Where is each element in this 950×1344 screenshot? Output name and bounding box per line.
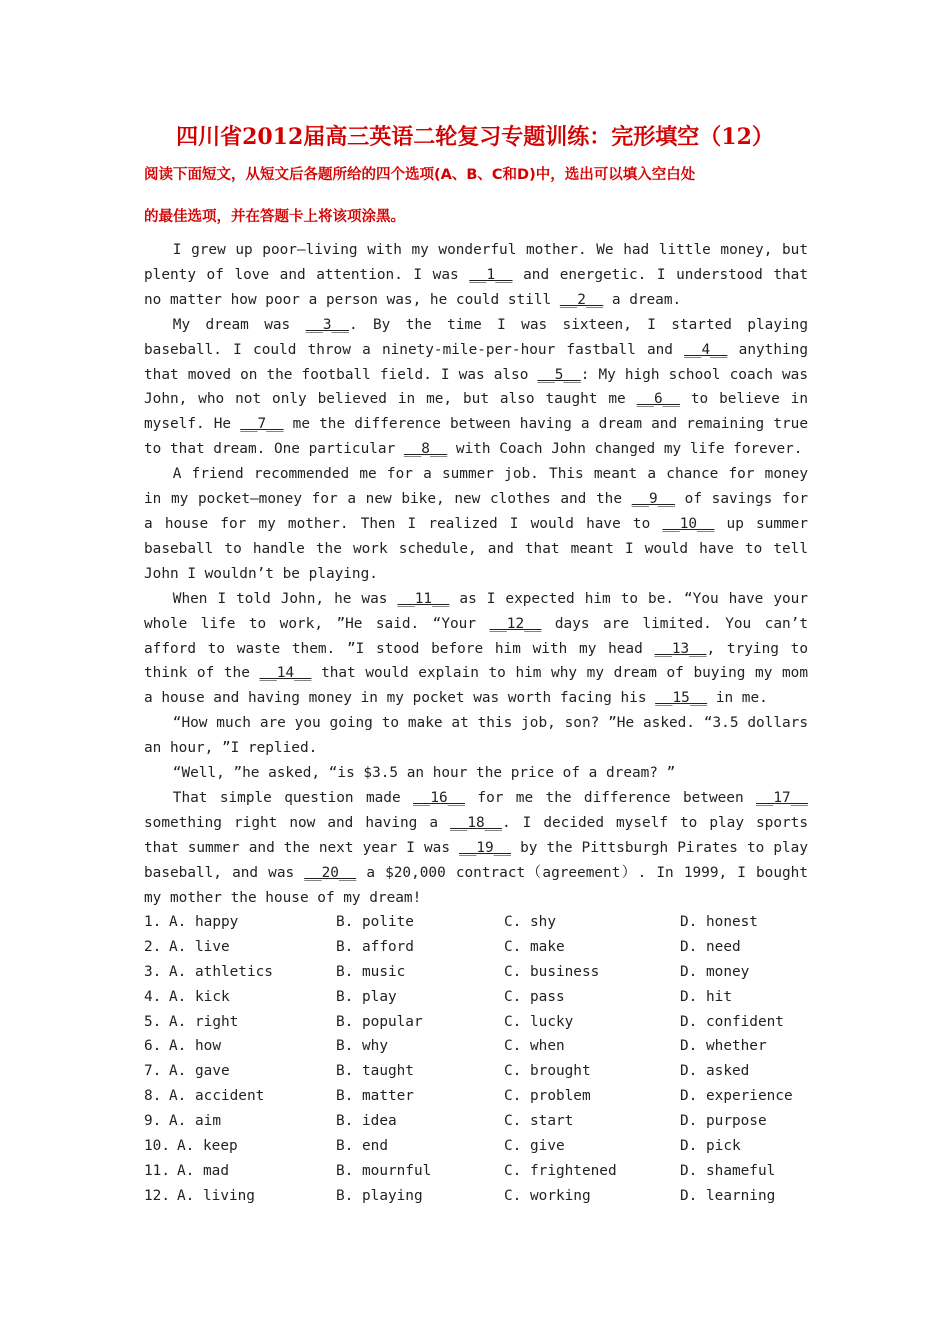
option-row (144, 1059, 808, 1084)
option-b: B. afford (336, 938, 414, 955)
option-a: A. accident (169, 1088, 265, 1105)
option-row (144, 910, 808, 935)
option-c: C. give (504, 1138, 565, 1155)
blank-15: __15__ (655, 690, 708, 707)
option-a: A. kick (169, 988, 230, 1005)
option-d: D. experience (680, 1088, 793, 1105)
option-b: B. matter (336, 1088, 414, 1105)
option-b: B. end (336, 1138, 388, 1155)
option-b: B. idea (336, 1113, 397, 1130)
option-b: B. why (336, 1038, 388, 1055)
option-d: D. money (680, 963, 750, 980)
option-number: 10. (144, 1138, 170, 1155)
option-c: C. business (504, 963, 600, 980)
blank-3: __3__ (305, 316, 349, 333)
blank-8: __8__ (403, 441, 448, 458)
instruction-line-2: 的最佳选项，并在答题卡上将该项涂黑。 (144, 209, 405, 225)
blank-11: __11__ (397, 590, 450, 607)
page-title: 四川省2012届高三英语二轮复习专题训练：完形填空（12） (176, 124, 774, 150)
option-c: C. start (504, 1113, 574, 1130)
option-b: B. polite (336, 914, 414, 930)
option-c: C. shy (504, 914, 556, 930)
option-d: D. need (680, 938, 741, 955)
option-d: D. learning (680, 1187, 776, 1204)
options-list (144, 910, 808, 1209)
option-number: 12. (144, 1187, 170, 1204)
option-number: 9. (144, 1113, 162, 1130)
option-c: C. pass (504, 988, 565, 1005)
option-row (144, 1184, 808, 1209)
option-number: 5. (144, 1013, 162, 1030)
option-number: 11. (144, 1162, 170, 1179)
option-b: B. playing (336, 1187, 423, 1204)
option-d: D. confident (680, 1013, 784, 1030)
option-b: B. popular (336, 1013, 423, 1030)
option-c: C. working (504, 1187, 591, 1204)
paragraph-5: “How much are you going to make at this job, son? ”He asked. “3.5 dollars an hour, ”I replied. (144, 715, 808, 757)
option-c: C. frightened (504, 1162, 617, 1179)
option-d: D. hit (680, 988, 732, 1005)
option-b: B. mournful (336, 1162, 432, 1179)
blank-18: __18__ (450, 814, 502, 831)
option-c: C. make (504, 938, 565, 955)
blank-4: __4__ (684, 341, 728, 358)
cloze-passage (144, 238, 808, 910)
paragraph-1: I grew up poor—living with my wonderful mother. We had little money, but plenty of love and attention. I was __1__ and energetic. I understood that no matter how poor a person was, he could still __2__ a dream. (144, 242, 808, 308)
option-number: 7. (144, 1063, 162, 1080)
blank-7: __7__ (240, 416, 284, 433)
option-a: A. happy (169, 914, 239, 930)
option-row (144, 1034, 808, 1059)
option-row (144, 985, 808, 1010)
option-b: B. play (336, 988, 397, 1005)
instruction-line-1: 阅读下面短文，从短文后各题所给的四个选项(A、B、C和D)中，选出可以填入空白处 (144, 167, 696, 183)
option-c: C. lucky (504, 1013, 574, 1030)
paragraph-3: A friend recommended me for a summer job. This meant a chance for money in my pocket—money for a new bike, new clothes and the __9__ of savings for a house for my mother. Then I realized I would have to __10__ up summer baseball to handle the work schedule, and that meant I would have to tell John I wouldn’t be playing. (144, 466, 809, 582)
option-a: A. live (169, 938, 230, 955)
option-number: 3. (144, 963, 162, 980)
option-row (144, 1084, 808, 1109)
option-c: C. problem (504, 1088, 591, 1105)
option-number: 8. (144, 1088, 162, 1105)
blank-13: __13__ (654, 640, 707, 657)
option-d: D. pick (680, 1138, 741, 1155)
option-d: D. honest (680, 914, 758, 930)
blank-10: __10__ (662, 515, 715, 532)
option-number: 1. (144, 914, 162, 930)
paragraph-2: My dream was __3__. By the time I was sixteen, I started playing baseball. I could throw a ninety-mile-per-hour fastball and __4__ anything that moved on the football field. I was also __5__: My high school coach was John, who not only believed in me, but also taught me __6__ to believe in myself. He __7__ me the difference between having a dream and remaining true to that dream. One particular __8__ with Coach John changed my life forever. (144, 316, 809, 458)
option-number: 4. (144, 988, 162, 1005)
blank-9: __9__ (631, 491, 675, 508)
option-number: 6. (144, 1038, 162, 1055)
blank-17: __17__ (756, 789, 808, 806)
option-d: D. asked (680, 1063, 750, 1080)
blank-20: __20__ (304, 864, 357, 881)
option-d: D. whether (680, 1038, 767, 1055)
option-c: C. brought (504, 1063, 591, 1080)
option-d: D. purpose (680, 1113, 767, 1130)
option-a: A. athletics (169, 963, 273, 980)
option-a: A. mad (177, 1162, 229, 1179)
option-row (144, 1109, 808, 1134)
blank-1: __1__ (469, 266, 513, 283)
option-b: B. music (336, 963, 406, 980)
paragraph-7: That simple question made __16__ for me the difference between __17__ something right now and having a __18__. I decided myself to play sports that summer and the next year I was __19__ by the Pittsburgh Pirates to play baseball, and was __20__ a $20,000 contract（agreement）. In 1999, I bought my mother the house of my dream! (144, 789, 808, 906)
blank-12: __12__ (489, 615, 542, 632)
blank-16: __16__ (413, 789, 465, 806)
option-a: A. keep (177, 1138, 238, 1155)
option-a: A. right (169, 1013, 239, 1030)
option-a: A. living (177, 1187, 255, 1204)
blank-14: __14__ (259, 665, 312, 682)
option-row (144, 1159, 808, 1184)
option-a: A. aim (169, 1113, 221, 1130)
option-a: A. how (169, 1038, 221, 1055)
option-a: A. gave (169, 1063, 230, 1080)
option-row (144, 960, 808, 985)
blank-2: __2__ (559, 291, 604, 308)
paragraph-6: “Well, ”he asked, “is $3.5 an hour the price of a dream? ” (172, 765, 676, 782)
blank-19: __19__ (459, 839, 512, 856)
option-row (144, 935, 808, 960)
option-row (144, 1010, 808, 1035)
option-row (144, 1134, 808, 1159)
option-c: C. when (504, 1038, 565, 1055)
option-d: D. shameful (680, 1162, 776, 1179)
option-number: 2. (144, 938, 162, 955)
paragraph-4: When I told John, he was __11__ as I expected him to be. “You have your whole life to work, ”He said. “Your __12__ days are limited. You can’t afford to waste them. ”I stood before him with my head __13__, trying to think of the __14__ that would explain to him why my dream of buying my mom a house and having money in my pocket was worth facing his __15__ in me. (144, 590, 809, 707)
blank-5: __5__ (537, 366, 581, 383)
option-b: B. taught (336, 1063, 414, 1080)
blank-6: __6__ (636, 391, 680, 408)
